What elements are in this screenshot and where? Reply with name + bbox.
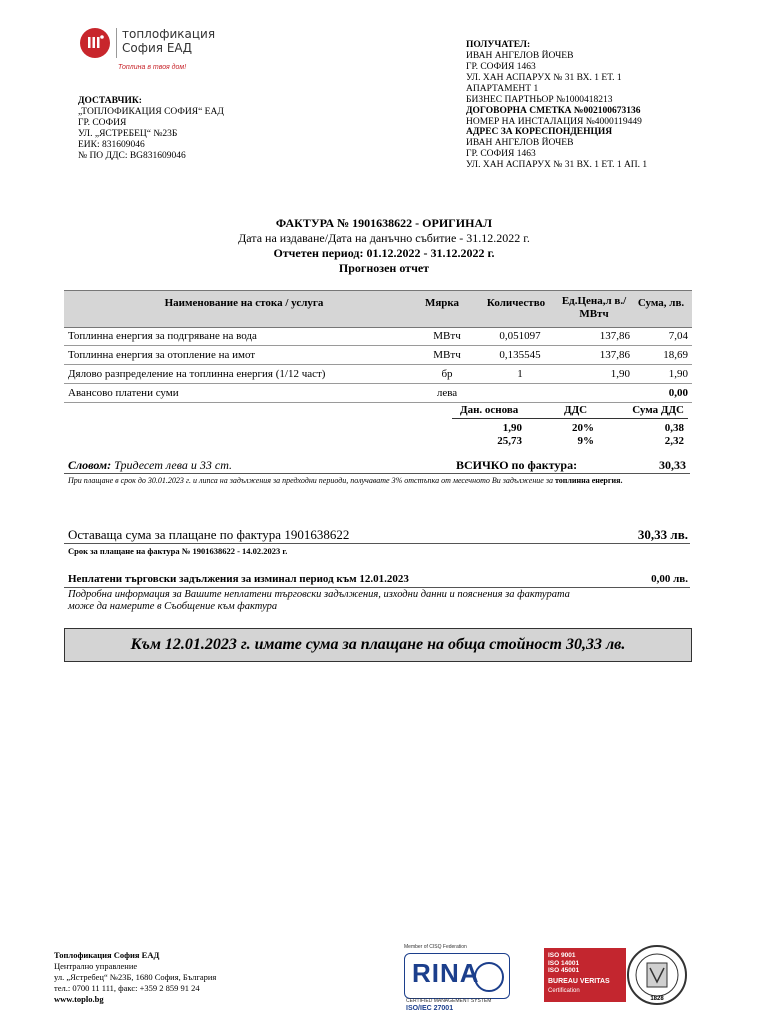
row-qty: 1 xyxy=(478,365,562,384)
table-row xyxy=(64,327,692,346)
row-name: Топлинна енергия за отопление на имот xyxy=(64,346,416,365)
vat-header-vat: ДДС xyxy=(564,404,588,416)
recipient-apartment: АПАРТАМЕНТ 1 xyxy=(466,84,539,94)
correspondence-block xyxy=(466,127,647,171)
recipient-street: УЛ. ХАН АСПАРУХ № 31 ВХ. 1 ЕТ. 1 xyxy=(466,73,622,83)
total-value: 30,33 xyxy=(659,458,686,472)
supplier-name: „ТОПЛОФИКАЦИЯ СОФИЯ“ ЕАД xyxy=(78,107,224,117)
rina-certification-logo xyxy=(404,944,508,1014)
vat-row-sum: 2,32 xyxy=(664,435,684,447)
unpaid-info-line2: може да намерите в Съобщение към фактура xyxy=(68,601,278,612)
correspondence-city: ГР. СОФИЯ 1463 xyxy=(466,149,536,159)
items-table-header xyxy=(64,290,692,328)
bv-iso2: ISO 14001 xyxy=(548,959,580,967)
row-sum: 0,00 xyxy=(634,384,692,403)
remaining-value: 30,33 лв. xyxy=(637,527,688,542)
invoice-report-type: Прогнозен отчет xyxy=(338,261,430,275)
correspondence-name: ИВАН АНГЕЛОВ ЙОЧЕВ xyxy=(466,138,574,148)
table-row xyxy=(64,365,692,384)
row-price: 137,86 xyxy=(562,327,634,346)
discount-note xyxy=(68,476,688,486)
footer-company: Топлофикация София ЕАД xyxy=(54,950,160,960)
row-name: Дялово разпределение на топлинна енергия (1/12 част) xyxy=(64,365,416,384)
vat-row-base: 25,73 xyxy=(497,435,522,447)
row-qty xyxy=(478,384,562,403)
row-unit: бр xyxy=(416,365,478,384)
footer-phone: тел.: 0700 11 111, факс: +359 2 859 91 24 xyxy=(54,983,200,993)
supplier-street: УЛ. „ЯСТРЕБЕЦ“ №23Б xyxy=(78,129,178,139)
recipient-block xyxy=(466,40,642,128)
invoice-title: ФАКТУРА № 1901638622 - ОРИГИНАЛ xyxy=(275,216,493,230)
rina-iso: ISO/IEC 27001 xyxy=(406,1005,454,1012)
recipient-city: ГР. СОФИЯ 1463 xyxy=(466,62,536,72)
bureau-veritas-logo xyxy=(544,948,626,1002)
supplier-vat: № ПО ДДС: BG831609046 xyxy=(78,151,186,161)
table-row xyxy=(64,384,692,403)
bv-iso3: ISO 45001 xyxy=(548,967,580,974)
row-unit: МВтч xyxy=(416,327,478,346)
summary-banner: Към 12.01.2023 г. имате сума за плащане на обща стойност 30,33 лв. xyxy=(64,628,692,662)
col-header-sum: Сума, лв. xyxy=(637,297,685,309)
in-words-label: Словом: xyxy=(68,458,112,472)
vat-header-sum: Сума ДДС xyxy=(632,404,684,416)
correspondence-street: УЛ. ХАН АСПАРУХ № 31 ВХ. 1 ЕТ. 1 АП. 1 xyxy=(466,160,648,170)
recipient-name: ИВАН АНГЕЛОВ ЙОЧЕВ xyxy=(466,51,574,61)
discount-note-bold: топлинна енергия. xyxy=(554,476,623,485)
logo-slogan: Топлина в твоя дом! xyxy=(118,64,187,71)
recipient-partner: БИЗНЕС ПАРТНЬОР №1000418213 xyxy=(466,95,613,105)
rina-member: Member of CISQ Federation xyxy=(404,944,467,950)
col-header-price: Ед.Цена,л в./МВтч xyxy=(561,295,627,320)
vat-row-vat: 9% xyxy=(577,435,594,447)
supplier-label: ДОСТАВЧИК: xyxy=(78,96,142,106)
table-row xyxy=(64,346,692,365)
row-qty: 0,051097 xyxy=(478,327,562,346)
row-name: Авансово платени суми xyxy=(64,384,416,403)
total-label: ВСИЧКО по фактура: xyxy=(456,458,578,472)
row-sum: 1,90 xyxy=(634,365,692,384)
bv-iso1: ISO 9001 xyxy=(548,952,576,959)
correspondence-label: АДРЕС ЗА КОРЕСПОНДЕНЦИЯ xyxy=(466,127,613,137)
unpaid-info xyxy=(68,589,570,613)
recipient-installation: НОМЕР НА ИНСТАЛАЦИЯ №4000119449 xyxy=(466,117,642,127)
row-price: 137,86 xyxy=(562,346,634,365)
footer-address: ул. „Ястребец“ №23Б, 1680 София, България xyxy=(54,972,217,982)
recipient-contract: ДОГОВОРНА СМЕТКА №002100673136 xyxy=(466,106,641,116)
invoice-issue-date: Дата на издаване/Дата на данъчно събитие - 31.12.2022 г. xyxy=(238,231,530,245)
bureau-veritas-seal-icon xyxy=(626,944,688,1010)
logo-mark-icon xyxy=(80,28,110,58)
row-sum: 18,69 xyxy=(634,346,692,365)
items-table xyxy=(64,327,692,403)
row-sum: 7,04 xyxy=(634,327,692,346)
supplier-block xyxy=(78,96,224,162)
company-logo xyxy=(76,20,256,82)
vat-table-header xyxy=(452,404,688,419)
footer-company-info xyxy=(54,950,216,1005)
vat-row-base: 1,90 xyxy=(502,422,522,434)
unpaid-info-line1: Подробна информация за Вашите неплатени търговски задължения, изходни данни и пояснения за фактурата xyxy=(68,589,570,600)
logo-name-line1: топлофикация xyxy=(122,27,216,41)
supplier-eik: ЕИК: 831609046 xyxy=(78,140,145,150)
invoice-period: Отчетен период: 01.12.2022 - 31.12.2022 г. xyxy=(273,246,495,260)
supplier-city: ГР. СОФИЯ xyxy=(78,118,127,128)
table-row xyxy=(452,422,688,435)
col-header-name: Наименование на стока / услуга xyxy=(164,297,324,309)
vat-row-sum: 0,38 xyxy=(664,422,684,434)
col-header-unit: Мярка xyxy=(424,297,460,309)
bv-year: 1828 xyxy=(650,996,664,1002)
rina-seal-icon xyxy=(474,962,504,992)
row-unit: МВтч xyxy=(416,346,478,365)
discount-note-text: При плащане в срок до 30.01.2023 г. и липса на задължения за предходни периоди, получавате 3% отстъпка от месечното Ви задължение за xyxy=(68,476,553,485)
vat-header-base: Дан. основа xyxy=(460,404,519,416)
bv-name: BUREAU VERITAS xyxy=(548,978,610,985)
unpaid-value: 0,00 лв. xyxy=(651,573,688,585)
row-unit: лева xyxy=(416,384,478,403)
table-row xyxy=(452,435,688,448)
recipient-label: ПОЛУЧАТЕЛ: xyxy=(466,40,531,50)
col-header-qty: Количество xyxy=(486,297,546,309)
bv-cert: Certification xyxy=(548,988,580,994)
in-words-value: Тридесет лева и 33 ст. xyxy=(114,458,233,472)
unpaid-label: Неплатени търговски задължения за изминал период към 12.01.2023 xyxy=(68,573,409,585)
vat-row-vat: 20% xyxy=(572,422,594,434)
row-price: 1,90 xyxy=(562,365,634,384)
vat-table xyxy=(452,404,688,448)
payment-due: Срок за плащане на фактура № 1901638622 - 14.02.2023 г. xyxy=(68,546,288,556)
footer-dept: Централно управление xyxy=(54,961,138,971)
rina-name: RINA xyxy=(412,958,480,988)
row-price xyxy=(562,384,634,403)
footer-web[interactable]: www.toplo.bg xyxy=(54,994,104,1004)
logo-name-line2: София ЕАД xyxy=(122,41,192,55)
row-name: Топлинна енергия за подгряване на вода xyxy=(64,327,416,346)
rina-system: CERTIFIED MANAGEMENT SYSTEM xyxy=(406,998,492,1004)
amount-in-words xyxy=(68,458,232,473)
remaining-label: Оставаща сума за плащане по фактура 1901638622 xyxy=(68,527,350,542)
row-qty: 0,135545 xyxy=(478,346,562,365)
